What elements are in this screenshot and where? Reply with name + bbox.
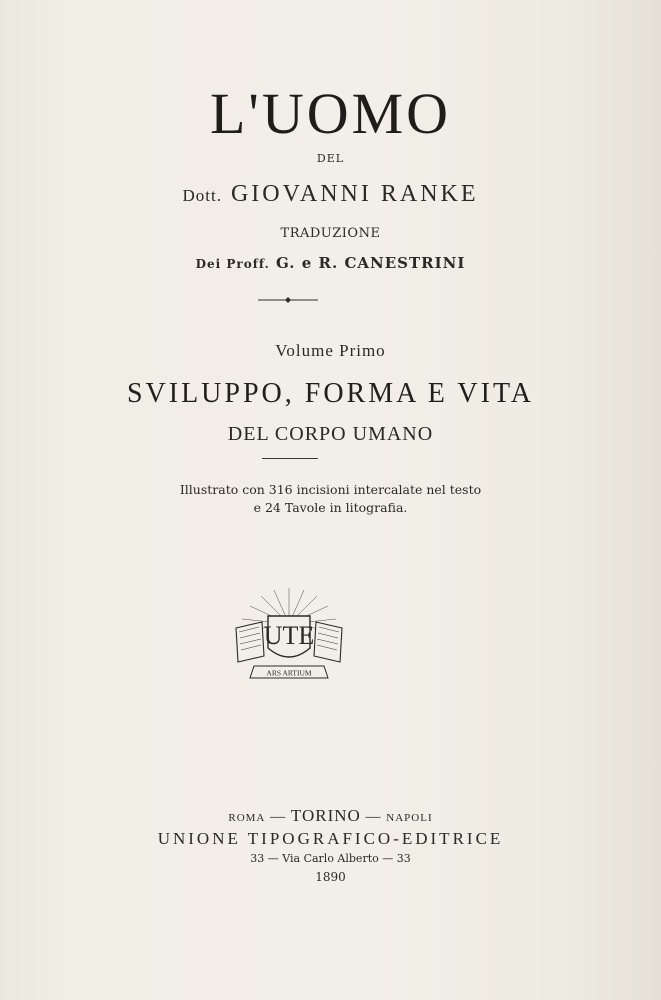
volume-label: Volume Primo [275, 341, 386, 360]
subtitle: SVILUPPO, FORMA E VITA [126, 378, 535, 409]
publication-year: 1890 [315, 870, 346, 884]
translators-prefix: Dei Proff. [195, 257, 270, 271]
cities-line [0, 806, 661, 826]
svg-text:UTE: UTE [263, 621, 315, 650]
author-name: GIOVANNI RANKE [230, 181, 479, 207]
author-prefix: Dott. [182, 186, 222, 205]
publisher-name: UNIONE TIPOGRAFICO-EDITRICE [157, 829, 504, 848]
ornament-divider-icon [258, 296, 318, 304]
city-separator: — [365, 809, 382, 825]
city-separator: — [270, 809, 287, 825]
city-torino: TORINO [290, 806, 361, 825]
book-title: L'UOMO [209, 81, 452, 146]
author-line [0, 181, 661, 208]
translation-label: TRADUZIONE [280, 226, 381, 241]
translators-initials: G. e R. [276, 254, 339, 272]
emblem-motto: ARS ARTIUM [266, 668, 312, 678]
translators-line [0, 254, 661, 272]
short-rule [262, 458, 318, 459]
illustrations-line-1: Illustrato con 316 incisioni intercalate nel testo [179, 482, 482, 497]
city-napoli: NAPOLI [386, 812, 433, 824]
translators-surname: CANESTRINI [344, 254, 466, 272]
illustrations-line-2: e 24 Tavole in litografia. [253, 500, 408, 515]
publisher-address: 33 — Via Carlo Alberto — 33 [250, 852, 411, 865]
del-label: DEL [316, 152, 345, 165]
publisher-emblem-icon [230, 586, 348, 688]
city-roma: ROMA [228, 812, 266, 824]
subtitle-second-line: DEL CORPO UMANO [227, 423, 434, 445]
